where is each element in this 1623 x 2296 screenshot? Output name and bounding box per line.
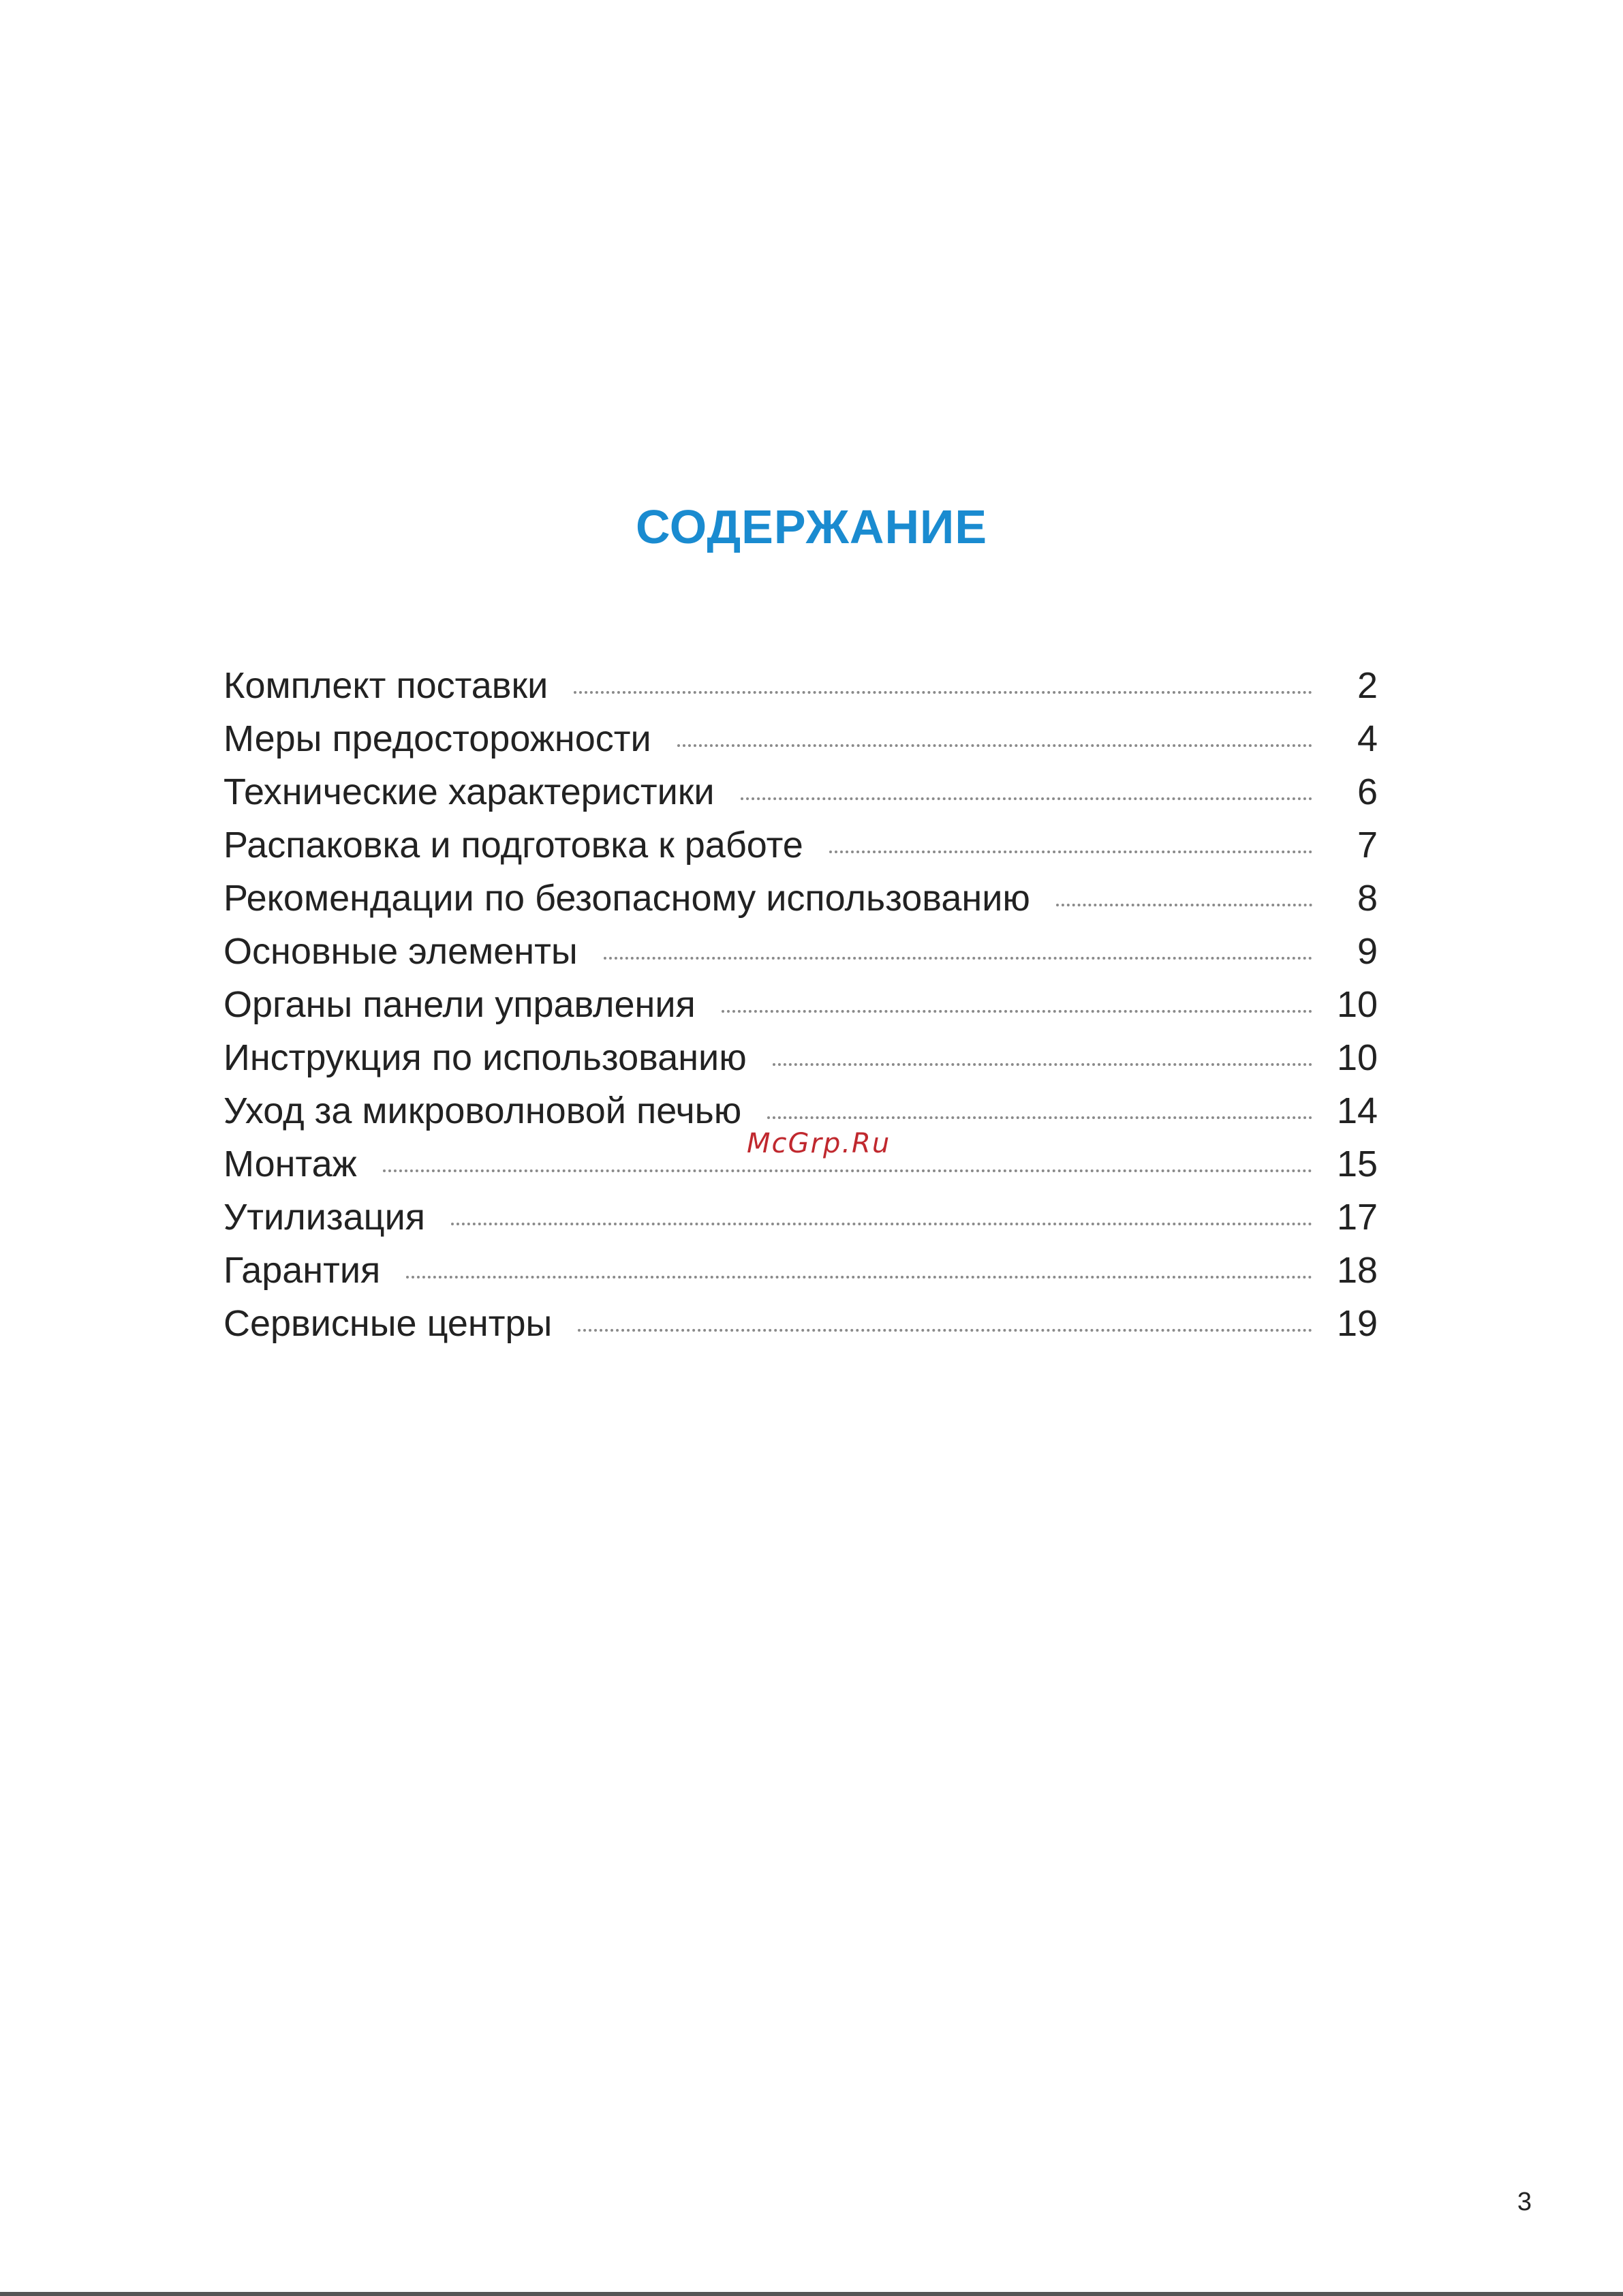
toc-leader-dots xyxy=(722,1010,1312,1013)
toc-entry-page: 19 xyxy=(1337,1303,1378,1344)
toc-leader-dots xyxy=(574,691,1312,694)
toc-entry-label: Комплект поставки xyxy=(223,665,548,706)
toc-entry-page: 6 xyxy=(1357,771,1378,812)
toc-entry-page: 10 xyxy=(1337,1037,1378,1078)
toc-entry-label: Органы панели управления xyxy=(223,984,696,1025)
toc-entry-label: Инструкция по использованию xyxy=(223,1037,747,1078)
toc-entry[interactable] xyxy=(223,1249,1378,1302)
toc-leader-dots xyxy=(767,1116,1312,1119)
toc-leader-dots xyxy=(383,1169,1312,1172)
page-number: 3 xyxy=(1517,2188,1532,2216)
toc-entry-page: 8 xyxy=(1357,878,1378,919)
toc-leader-dots xyxy=(829,851,1312,853)
toc-entry-page: 15 xyxy=(1337,1144,1378,1184)
toc-entry-label: Распаковка и подготовка к работе xyxy=(223,825,803,866)
watermark: McGrp.Ru xyxy=(747,1128,891,1159)
toc-entry-page: 2 xyxy=(1357,665,1378,706)
toc-entry[interactable] xyxy=(223,1196,1378,1249)
toc-entry-label: Монтаж xyxy=(223,1144,357,1184)
toc-entry-label: Рекомендации по безопасному использованию xyxy=(223,878,1030,919)
toc-leader-dots xyxy=(604,957,1312,960)
toc-entry-page: 10 xyxy=(1337,984,1378,1025)
toc-entry[interactable] xyxy=(223,877,1378,930)
toc-leader-dots xyxy=(1056,904,1312,906)
toc-entry[interactable] xyxy=(223,1302,1378,1356)
toc-leader-dots xyxy=(773,1063,1312,1066)
toc-entry-page: 17 xyxy=(1337,1197,1378,1238)
toc-entry[interactable] xyxy=(223,930,1378,983)
toc-leader-dots xyxy=(677,744,1312,747)
toc-entry[interactable] xyxy=(223,983,1378,1037)
toc-entry-page: 4 xyxy=(1357,718,1378,759)
toc-entry-label: Гарантия xyxy=(223,1250,381,1291)
toc-entry[interactable] xyxy=(223,718,1378,771)
toc-entry[interactable] xyxy=(223,1037,1378,1090)
toc-leader-dots xyxy=(451,1223,1312,1225)
toc-entry-page: 7 xyxy=(1357,825,1378,866)
toc-entry[interactable] xyxy=(223,771,1378,824)
toc-entry-label: Меры предосторожности xyxy=(223,718,651,759)
toc-leader-dots xyxy=(578,1329,1312,1332)
toc-entry[interactable] xyxy=(223,824,1378,877)
toc-entry-label: Технические характеристики xyxy=(223,771,715,812)
table-of-contents xyxy=(223,664,1378,1356)
toc-entry-label: Утилизация xyxy=(223,1197,425,1238)
toc-entry-page: 14 xyxy=(1337,1090,1378,1131)
toc-entry[interactable] xyxy=(223,664,1378,718)
toc-entry-label: Уход за микроволновой печью xyxy=(223,1090,742,1131)
toc-entry-label: Сервисные центры xyxy=(223,1303,553,1344)
toc-entry-label: Основные элементы xyxy=(223,931,578,972)
toc-entry-page: 9 xyxy=(1357,931,1378,972)
toc-entry-page: 18 xyxy=(1337,1250,1378,1291)
page-title: СОДЕРЖАНИЕ xyxy=(635,500,988,553)
toc-leader-dots xyxy=(406,1276,1312,1279)
toc-leader-dots xyxy=(741,797,1312,800)
bottom-divider xyxy=(0,2292,1623,2296)
